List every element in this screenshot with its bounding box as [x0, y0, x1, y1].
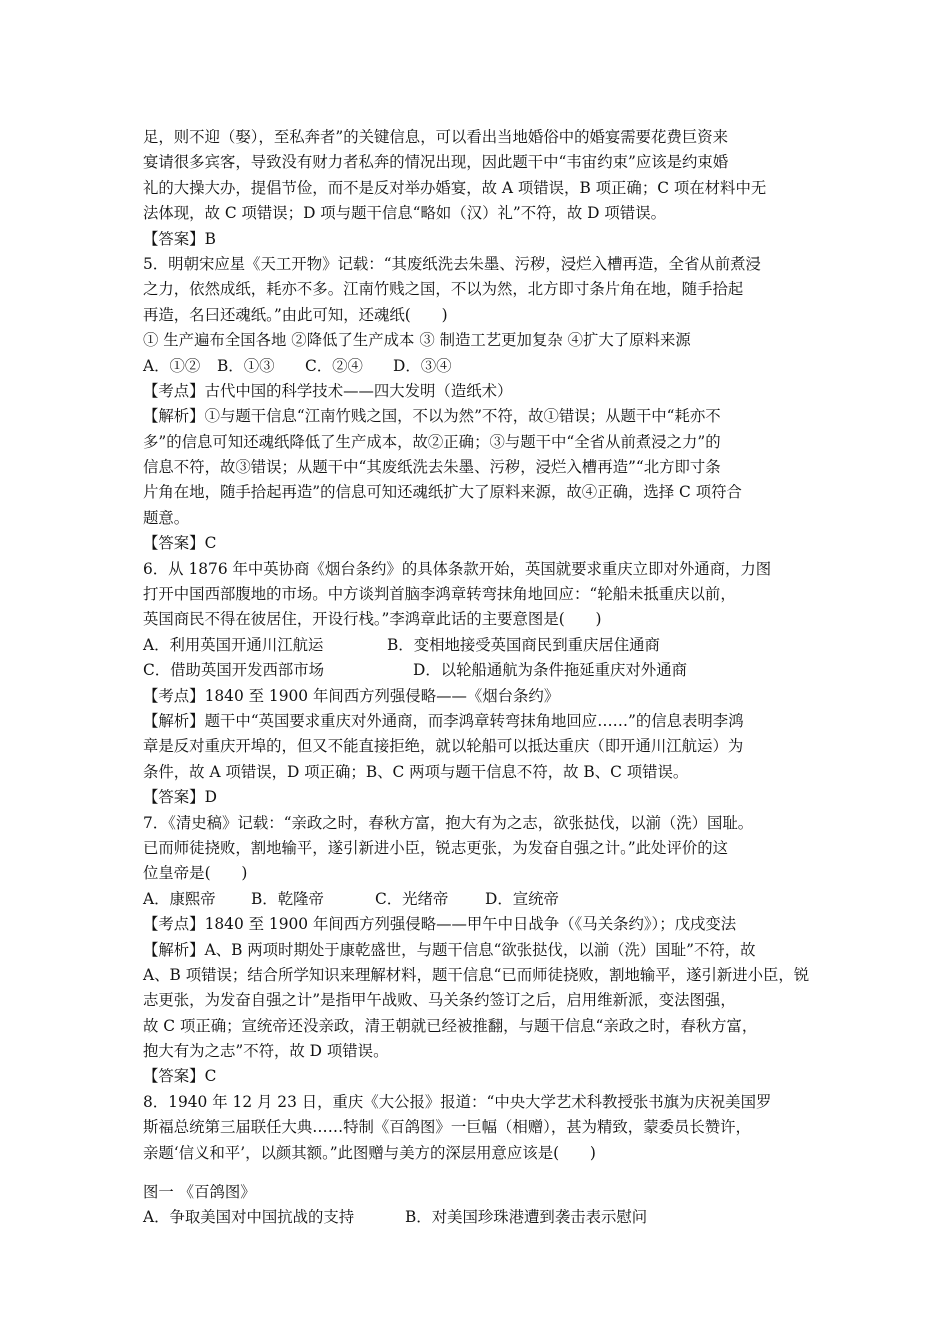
question-stem-line: 8．1940 年 12 月 23 日，重庆《大公报》报道：“中央大学艺术科教授张书旗为庆祝美国罗	[143, 1092, 772, 1111]
analysis-line: 章是反对重庆开埠的，但又不能直接拒绝，就以轮船可以抵达重庆（即开通川江航运）为	[143, 737, 744, 756]
kaodian-line: 【考点】古代中国的科学技术——四大发明（造纸术）	[143, 381, 513, 400]
option-c: C．光绪帝	[375, 889, 449, 908]
kaodian-line: 【考点】1840 至 1900 年间西方列强侵略——《烟台条约》	[143, 686, 560, 705]
text-line: 宴请很多宾客，导致没有财力者私奔的情况出现，因此题干中“韦宙约束”应该是约束婚	[143, 153, 729, 172]
analysis-line: 志更张，为发奋自强之计”是指甲午战败、马关条约签订之后，启用维新派，变法图强，	[143, 991, 736, 1010]
options-row	[143, 1205, 818, 1230]
options-row	[143, 658, 818, 683]
question-stem-line: 5．明朝宋应星《天工开物》记载：“其废纸洗去朱墨、污秽，浸烂入槽再造，全省从前煮浸	[143, 254, 761, 273]
statement-list: ① 生产遍布全国各地 ②降低了生产成本 ③ 制造工艺更加复杂 ④扩大了原料来源	[143, 331, 691, 350]
option-a: A．利用英国开通川江航运	[143, 635, 324, 654]
answer-line: 【答案】C	[143, 534, 217, 553]
option-d: D．以轮船通航为条件拖延重庆对外通商	[413, 661, 687, 680]
analysis-line: 片角在地，随手拾起再造”的信息可知还魂纸扩大了原料来源，故④正确，选择 C 项符合	[143, 483, 742, 502]
figure-caption: 图一 《百鸽图》	[143, 1183, 256, 1202]
question-7	[143, 811, 818, 1090]
options-row	[143, 887, 818, 912]
options-row	[143, 633, 818, 658]
analysis-line: A、B 项错误；结合所学知识来理解材料，题干信息“已而师徒挠败，割地输平，遂引新进小臣，锐	[143, 965, 810, 984]
option-b: B．乾隆帝	[251, 889, 324, 908]
question-stem-line: 6．从 1876 年中英协商《烟台条约》的具体条款开始，英国就要求重庆立即对外通商，力图	[143, 559, 772, 578]
option-b: B．变相地接受英国商民到重庆居住通商	[387, 635, 660, 654]
question-8	[143, 1090, 818, 1231]
text-line: 法体现，故 C 项错误；D 项与题干信息“略如（汉）礼”不符，故 D 项错误。	[143, 204, 666, 223]
option-c: C．借助英国开发西部市场	[143, 661, 325, 680]
analysis-line: 【解析】①与题干信息“江南竹贱之国，不以为然”不符，故①错误；从题干中“耗亦不	[143, 407, 721, 426]
analysis-line: 条件，故 A 项错误，D 项正确；B、C 两项与题干信息不符，故 B、C 项错误。	[143, 762, 689, 781]
analysis-line: 抱大有为之志”不符，故 D 项错误。	[143, 1042, 389, 1061]
option-a: A．①②	[143, 356, 201, 375]
option-d: D．宣统帝	[485, 889, 559, 908]
question-stem-line: 打开中国西部腹地的市场。中方谈判首脑李鸿章转弯抹角地回应：“轮船未抵重庆以前，	[143, 585, 736, 604]
question-stem-line: 7．《清史稿》记载：“亲政之时，春秋方富，抱大有为之志，欲张挞伐，以湔（洗）国耻。	[143, 813, 754, 832]
analysis-line: 【解析】A、B 两项时期处于康乾盛世，与题干信息“欲张挞伐，以湔（洗）国耻”不符，故	[143, 940, 756, 959]
text-line: 足，则不迎（娶），至私奔者”的关键信息，可以看出当地婚俗中的婚宴需要花费巨资来	[143, 128, 729, 146]
option-b: B．对美国珍珠港遭到袭击表示慰问	[405, 1208, 648, 1227]
analysis-line: 【解析】题干中“英国要求重庆对外通商，而李鸿章转弯抹角地回应……”的信息表明李鸿	[143, 711, 744, 730]
question-stem-line: 再造，名曰还魂纸。”由此可知，还魂纸( )	[143, 305, 448, 324]
option-b: B．①③	[217, 356, 275, 375]
option-a: A．康熙帝	[143, 889, 216, 908]
figure-spacer	[143, 1166, 818, 1180]
answer-line: 【答案】C	[143, 1067, 217, 1086]
option-d: D．③④	[393, 356, 452, 375]
document-page	[143, 125, 818, 1231]
answer-line: 【答案】D	[143, 788, 217, 807]
options-row	[143, 354, 818, 379]
question-stem-line: 英国商民不得在彼居住，开设行栈。”李鸿章此话的主要意图是( )	[143, 610, 602, 629]
question-6	[143, 557, 818, 811]
question-stem-line: 位皇帝是( )	[143, 864, 248, 883]
option-c: C．②④	[305, 356, 363, 375]
kaodian-line: 【考点】1840 至 1900 年间西方列强侵略——甲午中日战争（《马关条约》）；戊戌变法	[143, 915, 737, 934]
question-stem-line: 斯福总统第三届联任大典……特制《百鸽图》一巨幅（相赠），甚为精致，蒙委员长赞许，	[143, 1118, 751, 1137]
analysis-line: 题意。	[143, 508, 190, 527]
option-a: A．争取美国对中国抗战的支持	[143, 1208, 355, 1227]
question-stem-line: 亲题‘信义和平’，以颜其额。”此图赠与美方的深层用意应该是( )	[143, 1143, 596, 1162]
question-stem-line: 已而师徒挠败，割地输平，遂引新进小臣，锐志更张，为发奋自强之计。”此处评价的这	[143, 838, 729, 857]
text-line: 礼的大操大办，提倡节俭，而不是反对举办婚宴，故 A 项错误，B 项正确；C 项在材料中无	[143, 178, 767, 197]
question-4-analysis-continued	[143, 125, 818, 252]
question-stem-line: 之力，依然成纸，耗亦不多。江南竹贱之国，不以为然，北方即寸条片角在地，随手拾起	[143, 280, 744, 299]
analysis-line: 信息不符，故③错误；从题干中“其废纸洗去朱墨、污秽，浸烂入槽再造”“北方即寸条	[143, 458, 721, 477]
analysis-line: 多”的信息可知还魂纸降低了生产成本，故②正确；③与题干中“全省从前煮浸之力”的	[143, 432, 721, 451]
analysis-line: 故 C 项正确；宣统帝还没亲政，清王朝就已经被推翻，与题干信息“亲政之时，春秋方富，	[143, 1016, 758, 1035]
question-5	[143, 252, 818, 557]
answer-line: 【答案】B	[143, 229, 216, 248]
